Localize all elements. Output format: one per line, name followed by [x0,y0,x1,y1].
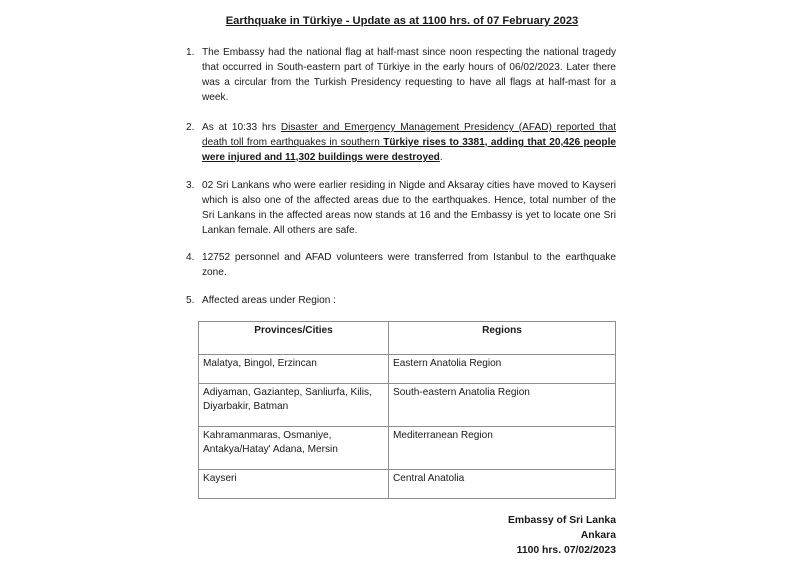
column-header-regions: Regions [389,322,616,355]
item-text-plain: As at 10:33 hrs [202,122,281,133]
table-row [199,384,616,427]
item-number: 3. [186,180,195,191]
document-title: Earthquake in Türkiye - Update as at 1100 hrs. of 07 February 2023 [225,15,579,27]
table-cell-region: Eastern Anatolia Region [389,355,616,384]
item-number: 2. [186,122,195,133]
column-header-provinces: Provinces/Cities [199,322,389,355]
item-text: The Embassy had the national flag at half-mast since noon respecting the national tragedy that occurred in South-eastern part of Türkiye in the early hours of 06/02/2023. Later there was a circular from the Turkish Presidency requesting to have all flags at half-mast for a week. [202,47,616,103]
item-text-bold-underlined: Türkiye rises to 3381, adding that 20,426 people were injured and 11,302 buildings were destroyed [202,137,616,163]
item-text-underlined: Disaster and Emergency Management Presidency (AFAD) reported that death toll from earthquakes in southern [202,122,616,148]
table-row [199,427,616,470]
signature-date: 1100 hrs. 07/02/2023 [516,545,616,556]
item-text: 12752 personnel and AFAD volunteers were transferred from Istanbul to the earthquake zone. [202,252,616,278]
table-cell-provinces: Kayseri [199,470,389,499]
table-row [199,355,616,384]
table-cell-region: South-eastern Anatolia Region [389,384,616,427]
affected-areas-table [198,321,616,499]
item-number: 5. [186,295,195,306]
signature-city: Ankara [580,530,616,541]
table-cell-provinces: Malatya, Bingol, Erzincan [199,355,389,384]
item-text [202,120,616,165]
table-cell-region: Central Anatolia [389,470,616,499]
table-cell-region: Mediterranean Region [389,427,616,470]
item-text-end: . [439,152,443,163]
table-cell-provinces: Adiyaman, Gaziantep, Sanliurfa, Kilis, Diyarbakir, Batman [199,384,389,427]
table-cell-provinces: Kahramanmaras, Osmaniye, Antakya/Hatay' Adana, Mersin [199,427,389,470]
signature-embassy: Embassy of Sri Lanka [508,515,616,526]
item-text: Affected areas under Region : [202,295,336,306]
table-header-row [199,322,616,355]
item-number: 4. [186,252,195,263]
item-text: 02 Sri Lankans who were earlier residing in Nigde and Aksaray cities have moved to Kayseri which is also one of the affected areas due to the earthquakes. Hence, total number of the Sri Lankans in the affected areas now stands at 16 and the Embassy is yet to locate one Sri Lankan female. All others are safe. [202,180,616,236]
item-number: 1. [186,47,195,58]
table-row [199,470,616,499]
